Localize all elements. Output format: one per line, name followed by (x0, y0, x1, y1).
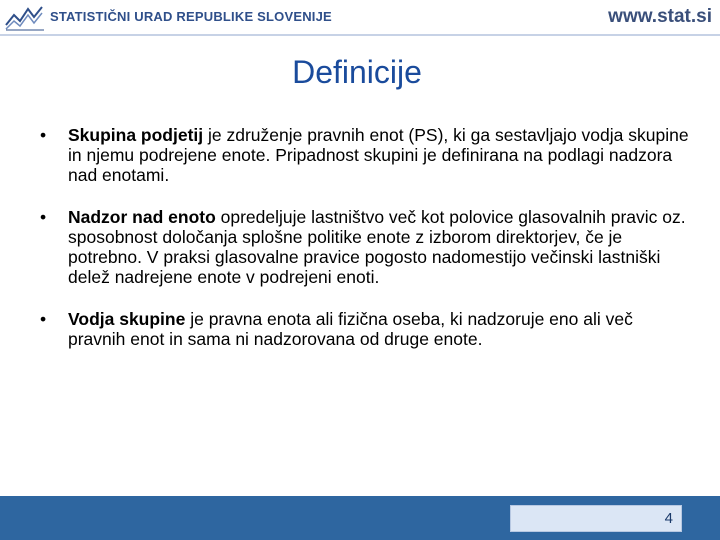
bullet-list (40, 125, 690, 349)
bullet-text: je združenje pravnih enot (PS), ki ga sestavljajo vodja skupine in njemu podrejene enote. Pripadnost skupini je definirana na podlagi nadzora nad enotami. (68, 125, 689, 185)
page-number-box (510, 505, 682, 532)
header-divider (0, 34, 720, 36)
bullet-marker: • (40, 207, 47, 227)
bullet-term: Vodja skupine (68, 309, 186, 329)
bullet-text: je pravna enota ali fizična oseba, ki nadzoruje eno ali več pravnih enot in sama ni nadzorovana od druge enote. (68, 309, 633, 349)
bullet-marker: • (40, 309, 47, 329)
bullet-term: Nadzor nad enoto (68, 207, 216, 227)
bullet-marker: • (40, 125, 47, 145)
page-number: 4 (664, 510, 673, 527)
slide-title: Definicije (292, 54, 422, 90)
bullet-item (40, 309, 690, 349)
bullet-term: Skupina podjetij (68, 125, 204, 145)
bullet-item (40, 125, 690, 185)
bullet-item (40, 207, 690, 287)
sursr-logo-icon (4, 3, 46, 31)
bullet-text: opredeljuje lastništvo več kot polovice glasovalnih pravic oz. sposobnost določanja splošne politike enote z izborom direktorjev, če je potrebno. V praksi glasovalne pravice pogosto nadomestijo večinski lastniški delež nadrejene enote v podrejeni enoti. (68, 207, 686, 287)
organization-name: STATISTIČNI URAD REPUBLIKE SLOVENIJE (50, 9, 332, 24)
slide-header (0, 0, 720, 36)
website-url[interactable]: www.stat.si (608, 6, 712, 27)
